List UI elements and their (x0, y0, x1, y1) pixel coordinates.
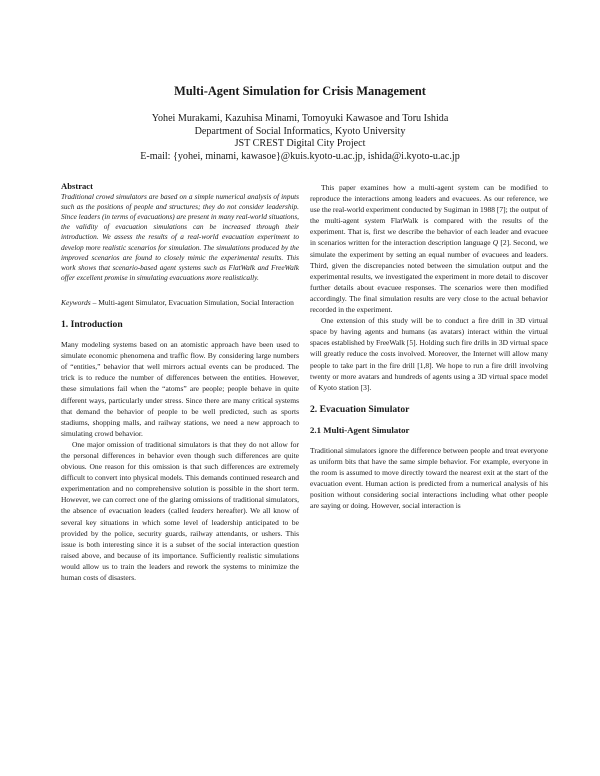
intro-paragraph-3-end: [2]. Second, we simulate the experiment by setting an equal number of evacuees and leaders. Third, given the discrepancies noted between the simulation output and the experimental results, we investigated the experiment in more detail to discover further details about evacuee responses. The scenarios were then modified accordingly. The final simulation results are very close to the actual behavior recorded in the experiment. (310, 238, 548, 315)
keywords-line (61, 297, 299, 308)
intro-paragraph-4: One extension of this study will be to conduct a fire drill in 3D virtual space by having agents and humans (as avatars) interact within the virtual spaces established by FreeWalk [5]. Holding such fire drills in 3D virtual space will greatly reduce the costs involved. Moreover, the Internet will allow many people to take part in the fire drill [1,8]. We hope to run a fire drill involving twenty or more avatars and hundreds of agents using a 3D virtual space model of Kyoto station [3]. (310, 316, 548, 392)
section-2-number: 2. (310, 403, 318, 415)
intro-paragraph-2a (61, 439, 299, 583)
right-column (310, 182, 548, 511)
section-1-title: Introduction (70, 319, 123, 331)
abstract-text: Traditional crowd simulators are based on a simple numerical analysis of inputs such as the positions of people and structures; they do not consider leadership. Since leaders (in terms of evacuations) are present in many real-world situations, the validity of evacuation simulations can be increased through their introduction. We assess the results of a real-world evacuation experiment to develop more realistic scenarios for simulation. The simulations produced by the improved scenarios are found to closely mimic the experimental results. This work shows that scenario-based agent systems such as FlatWalk and FreeWalk offer excellent promise in simulating evacuations more realistically. (61, 192, 299, 282)
intro-paragraph-2-start: One major omission of traditional simulators is that they do not allow for the personal differences in behavior even though such differences are quite obvious. One reason for this omission is that such differences are extremely difficult to convert into physical models. This demands continued research and experimentation and no comprehensive solution is possible in the short term. However, we can correct one of the glaring omissions of traditional simulators, the absence of evacuation leaders (called (61, 439, 299, 516)
paper-title: Multi-Agent Simulation for Crisis Management (174, 84, 426, 98)
keywords-text: – Multi-agent Simulator, Evacuation Simulation, Social Interaction (90, 297, 294, 307)
author-names: Yohei Murakami, Kazuhisa Minami, Tomoyuki Kawasoe and Toru Ishida (151, 113, 449, 124)
section-1-heading (61, 319, 299, 331)
intro-paragraph-3 (310, 182, 548, 315)
author-project: JST CREST Digital City Project (234, 138, 366, 150)
subsection-2-1-heading (310, 424, 548, 436)
left-column (61, 181, 299, 583)
simulator-paragraph-1: Traditional simulators ignore the difference between people and treat everyone as uniform bits that have the same simple behavior. For example, everyone in the room is assumed to move directly toward the nearest exit at the start of the evacuation event. Human action is predicted from a numerical analysis of his position without considering social interactions including what other people are saying or doing. However, social interaction is (310, 445, 548, 511)
intro-paragraph-1: Many modeling systems based on an atomistic approach have been used to simulate economic phenomena and traffic flow. By considering large numbers of “entities,” behavior that well mirrors actual events can be produced. The trick is to reduce the number of differences between the entities. However, these simulations fail when the “atoms” are people; people behave in quite different ways, particularly under stress. Since there are many critical systems that demand the behavior of people to be well predicted, such as sports stadiums, shopping malls, and railway stations, we need a new approach to simulating crowd behavior. (61, 340, 299, 438)
section-2-title: Evacuation Simulator (319, 403, 410, 415)
intro-paragraph-3-start: This paper examines how a multi-agent system can be modified to reproduce the interactions among leaders and evacuees. As our reference, we use the real-world experiment conducted by Sugiman in 1988 [7]; the output of the multi-agent system FlatWalk is compared with the results of the experiment. That is, first we describe the behavior of each leader and evacuee in scenarios written for the interaction description language (310, 183, 548, 248)
abstract-heading: Abstract (61, 181, 93, 191)
intro-q-language: Q (492, 238, 499, 248)
author-block (0, 113, 600, 164)
section-2-heading (310, 404, 548, 416)
subsection-2-1-number: 2.1 (310, 424, 321, 435)
author-email: E-mail: {yohei, minami, kawasoe}@kuis.kyoto-u.ac.jp, ishida@i.kyoto-u.ac.jp (140, 151, 460, 163)
keywords-label: Keywords (61, 297, 91, 307)
section-1-number: 1. (61, 319, 69, 331)
author-department: Department of Social Informatics, Kyoto University (194, 125, 406, 137)
intro-paragraph-2-end: hereafter). We all know of several key situations in which some level of leadership anticipated to be provided by the police, security guards, railway attendants, or ushers. This issue is both interesting since it is a subset of the social interaction question raised above, and because of its importance. Sufficiently realistic simulations would allow us to train the leaders and rework the systems to minimize the human costs of disasters. (61, 506, 299, 582)
intro-leaders-term: leaders (191, 506, 214, 516)
subsection-2-1-title: Multi-Agent Simulator (323, 424, 410, 435)
